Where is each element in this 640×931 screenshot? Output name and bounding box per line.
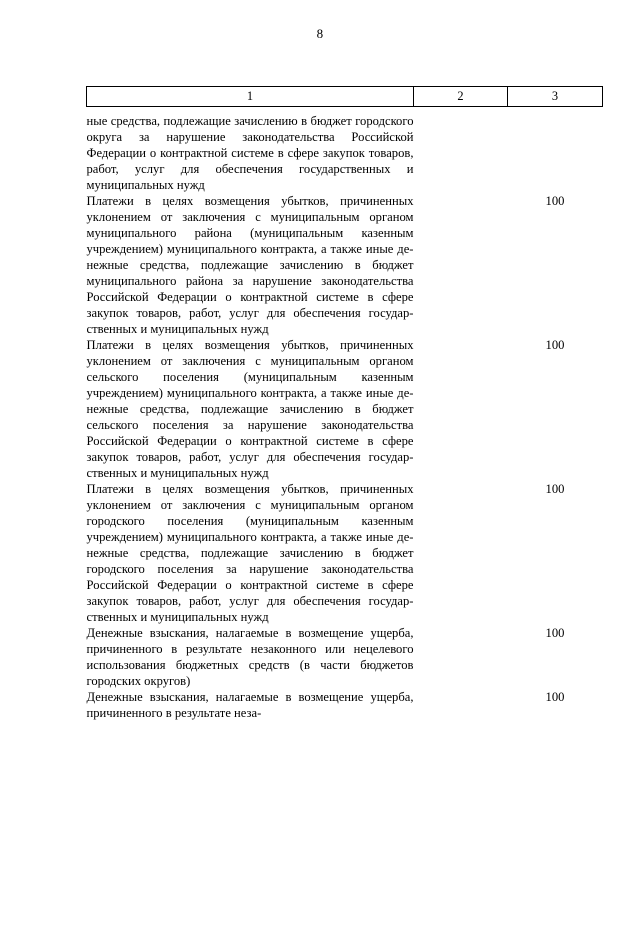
row-description: Платежи в целях возмещения убытков, причиненных уклонением от заключения с муниципальным органом муниципального района (муниципальным казенным учреждением) муниципального контракта, а также иные денежные средства, подлежащие зачислению в бюджет муниципального района за нарушение законодательства Российской Федерации о контрактной системе в сфере закупок товаров, работ, услуг для обеспечения государственных и муниципальных нужд (86, 194, 414, 337)
row-value-3 (508, 107, 603, 194)
page-number: 8 (316, 26, 324, 41)
row-description: Денежные взыскания, налагаемые в возмещение ущерба, причиненного в результате неза- (86, 689, 414, 720)
row-description: Платежи в целях возмещения убытков, причиненных уклонением от заключения с муниципальным органом городского поселения (муниципальным казенным учреждением) муниципального контракта, а также иные денежные средства, подлежащие зачислению в бюджет городского поселения за нарушение законодательства Российской Федерации о контрактной системе в сфере закупок товаров, работ, услуг для обеспечения государственных и муниципальных нужд (86, 481, 414, 624)
row-value-3: 100 (545, 689, 565, 704)
budget-revenue-table (86, 86, 603, 722)
column-header-3: 3 (508, 87, 603, 107)
row-value-2 (414, 194, 508, 338)
table-header-row (87, 87, 603, 107)
row-description: ные средства, подлежащие зачислению в бюджет городского округа за нарушение законодательства Российской Федерации о контрактной системе в сфере закупок товаров, работ, услуг для обеспечения государственных и муниципальных нужд (86, 114, 414, 193)
table-row (87, 338, 603, 482)
column-header-2: 2 (414, 87, 508, 107)
table-row (87, 482, 603, 626)
row-value-3: 100 (545, 338, 565, 353)
row-value-2 (414, 107, 508, 194)
row-value-2 (414, 482, 508, 626)
document-page (0, 26, 640, 931)
row-value-3: 100 (545, 625, 565, 640)
row-value-3: 100 (545, 481, 565, 496)
row-value-2 (414, 626, 508, 690)
table-row (87, 194, 603, 338)
row-value-2 (414, 690, 508, 722)
row-description: Платежи в целях возмещения убытков, причиненных уклонением от заключения с муниципальным органом сельского поселения (муниципальным казенным учреждением) муниципального контракта, а также иные денежные средства, подлежащие зачислению в бюджет сельского поселения за нарушение законодательства Российской Федерации о контрактной системе в сфере закупок товаров, работ, услуг для обеспечения государственных и муниципальных нужд (86, 338, 414, 480)
row-description: Денежные взыскания, налагаемые в возмещение ущерба, причиненного в результате незаконного или нецелевого использования бюджетных средств (в части бюджетов городских округов) (86, 625, 414, 688)
row-value-3: 100 (545, 194, 565, 209)
table-row (87, 690, 603, 722)
table-row (87, 107, 603, 194)
column-header-1: 1 (87, 87, 414, 107)
table-row (87, 626, 603, 690)
row-value-2 (414, 338, 508, 482)
